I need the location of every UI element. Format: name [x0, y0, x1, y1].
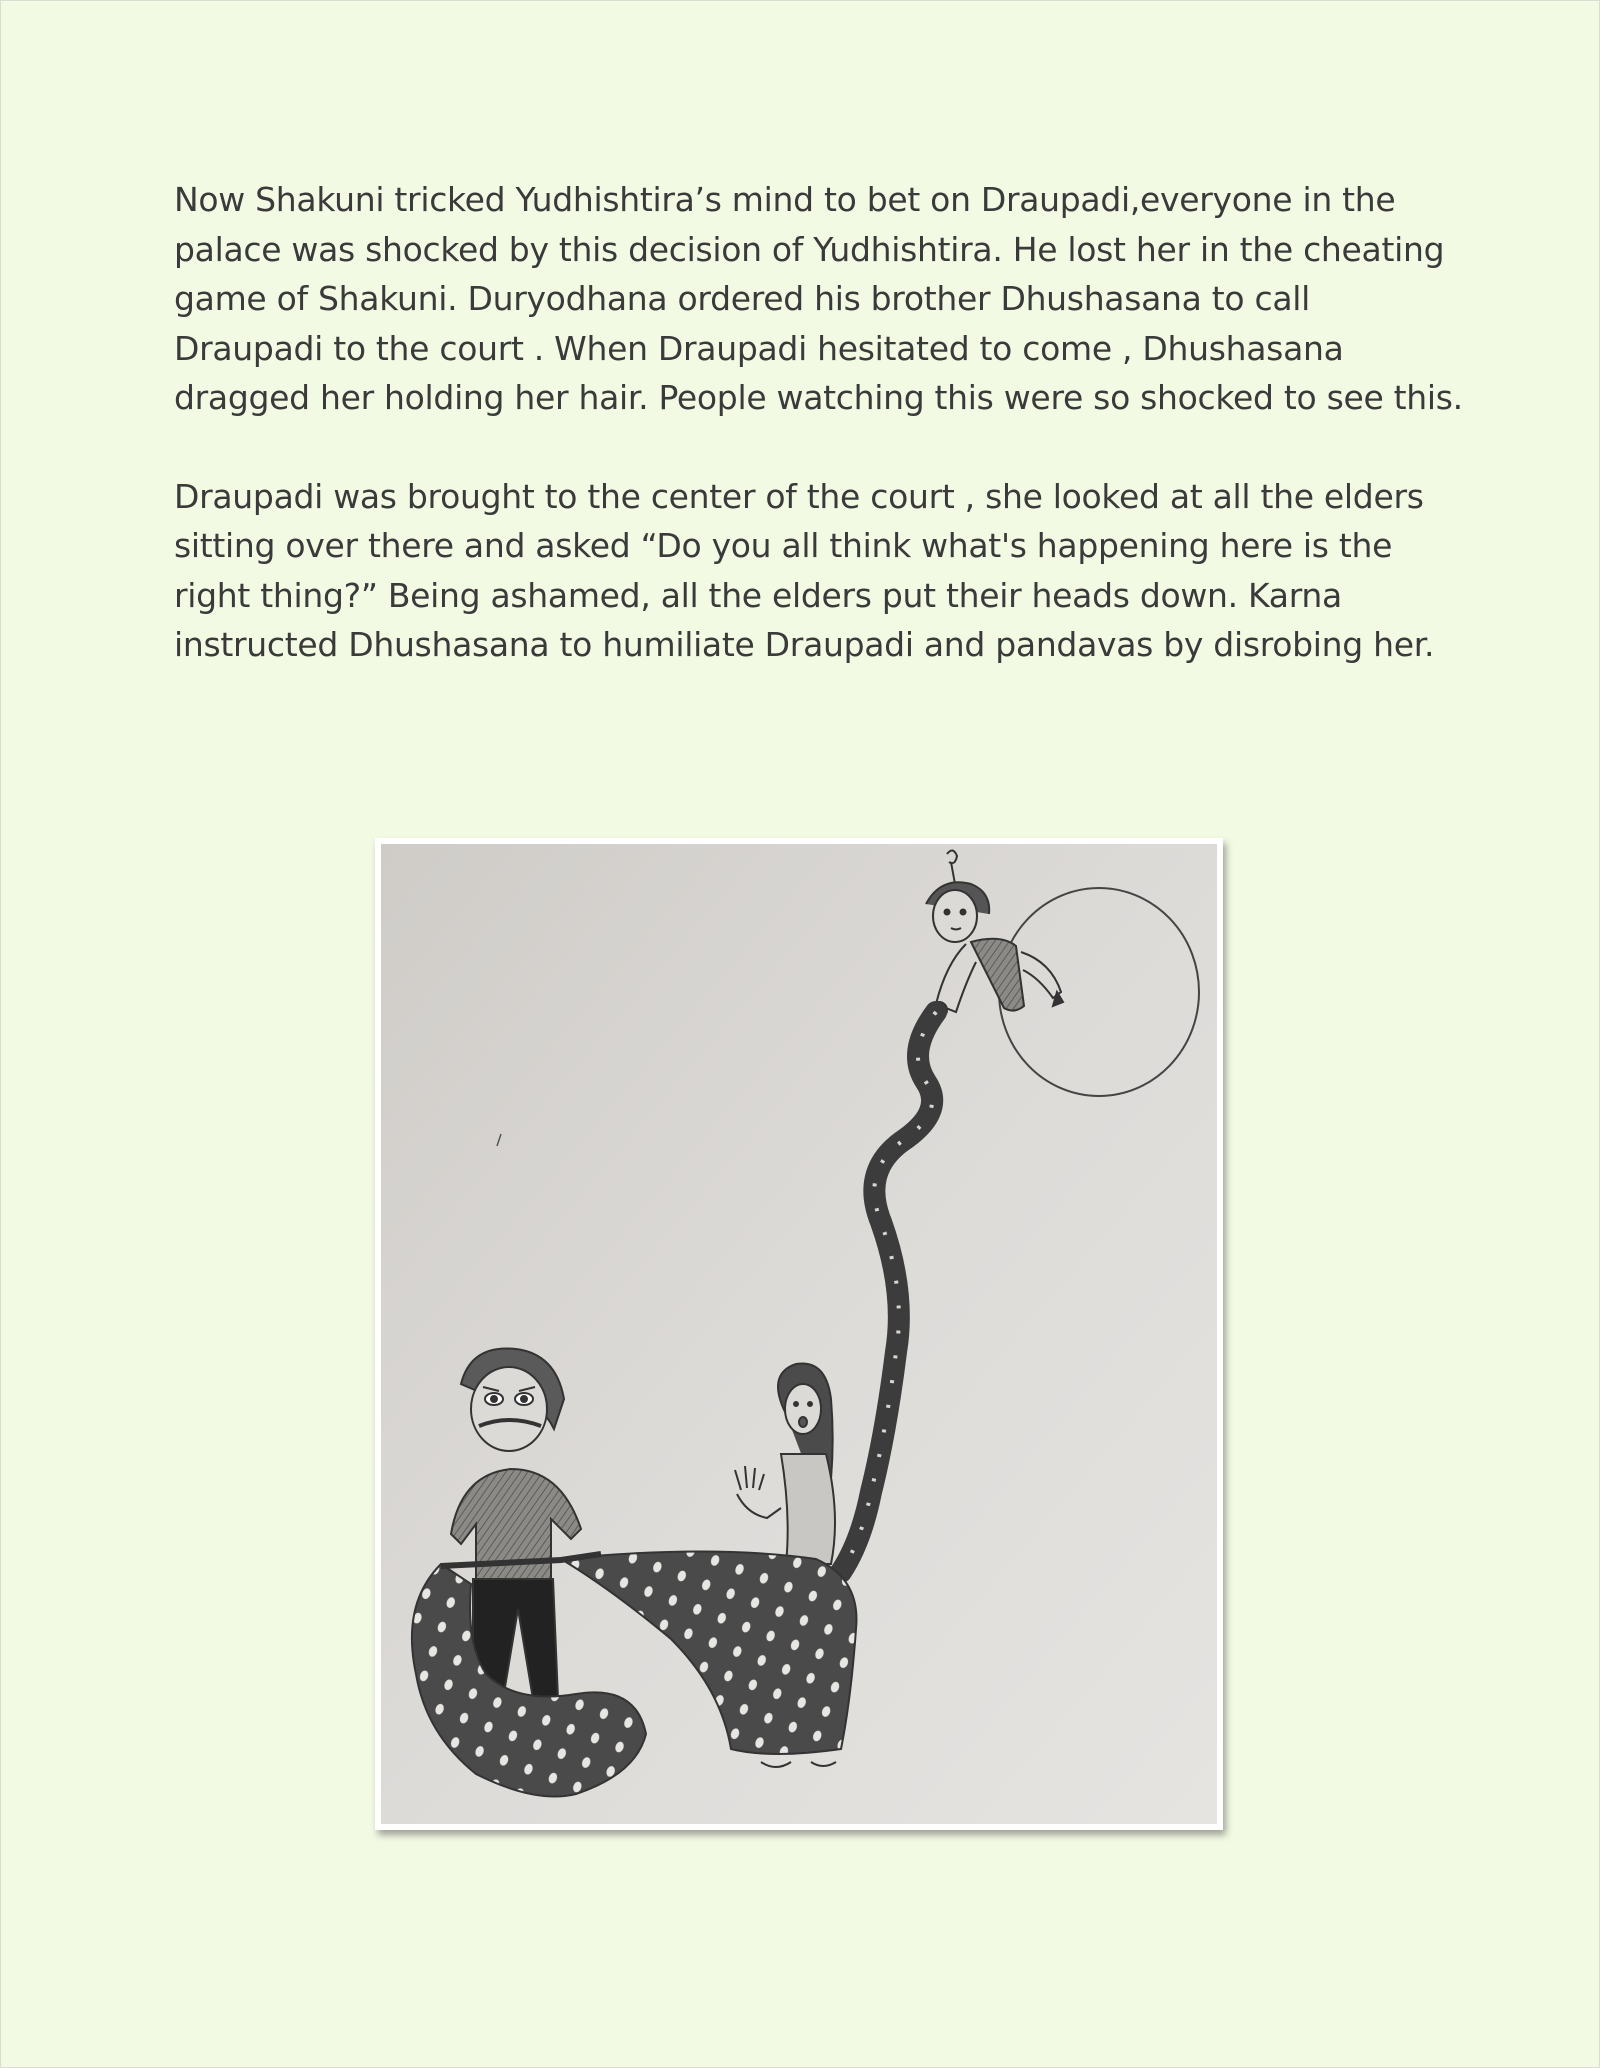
- illustration-frame: [375, 838, 1223, 1830]
- text-line: dragged her holding her hair. People watching this were so shocked to see this.: [174, 378, 1463, 417]
- illustration-drawing: [381, 844, 1217, 1824]
- text-line: instructed Dhushasana to humiliate Draupadi and pandavas by disrobing her.: [174, 625, 1435, 664]
- text-line: Draupadi was brought to the center of the court , she looked at all the elders: [174, 476, 1424, 516]
- text-line: Now Shakuni tricked Yudhishtira’s mind to bet on Draupadi,everyone in the: [174, 180, 1396, 219]
- text-line: right thing?” Being ashamed, all the elders put their heads down. Karna: [174, 575, 1342, 615]
- text-line: sitting over there and asked “Do you all think what's happening here is the: [174, 526, 1393, 565]
- text-line: Draupadi to the court . When Draupadi hesitated to come , Dhushasana: [174, 328, 1344, 368]
- text-line: game of Shakuni. Duryodhana ordered his brother Dhushasana to call: [174, 279, 1310, 318]
- story-text: [174, 175, 1474, 670]
- text-line: palace was shocked by this decision of Yudhishtira. He lost her in the cheating: [174, 229, 1445, 269]
- paragraph-1: [174, 175, 1474, 423]
- paragraph-2: [174, 472, 1474, 670]
